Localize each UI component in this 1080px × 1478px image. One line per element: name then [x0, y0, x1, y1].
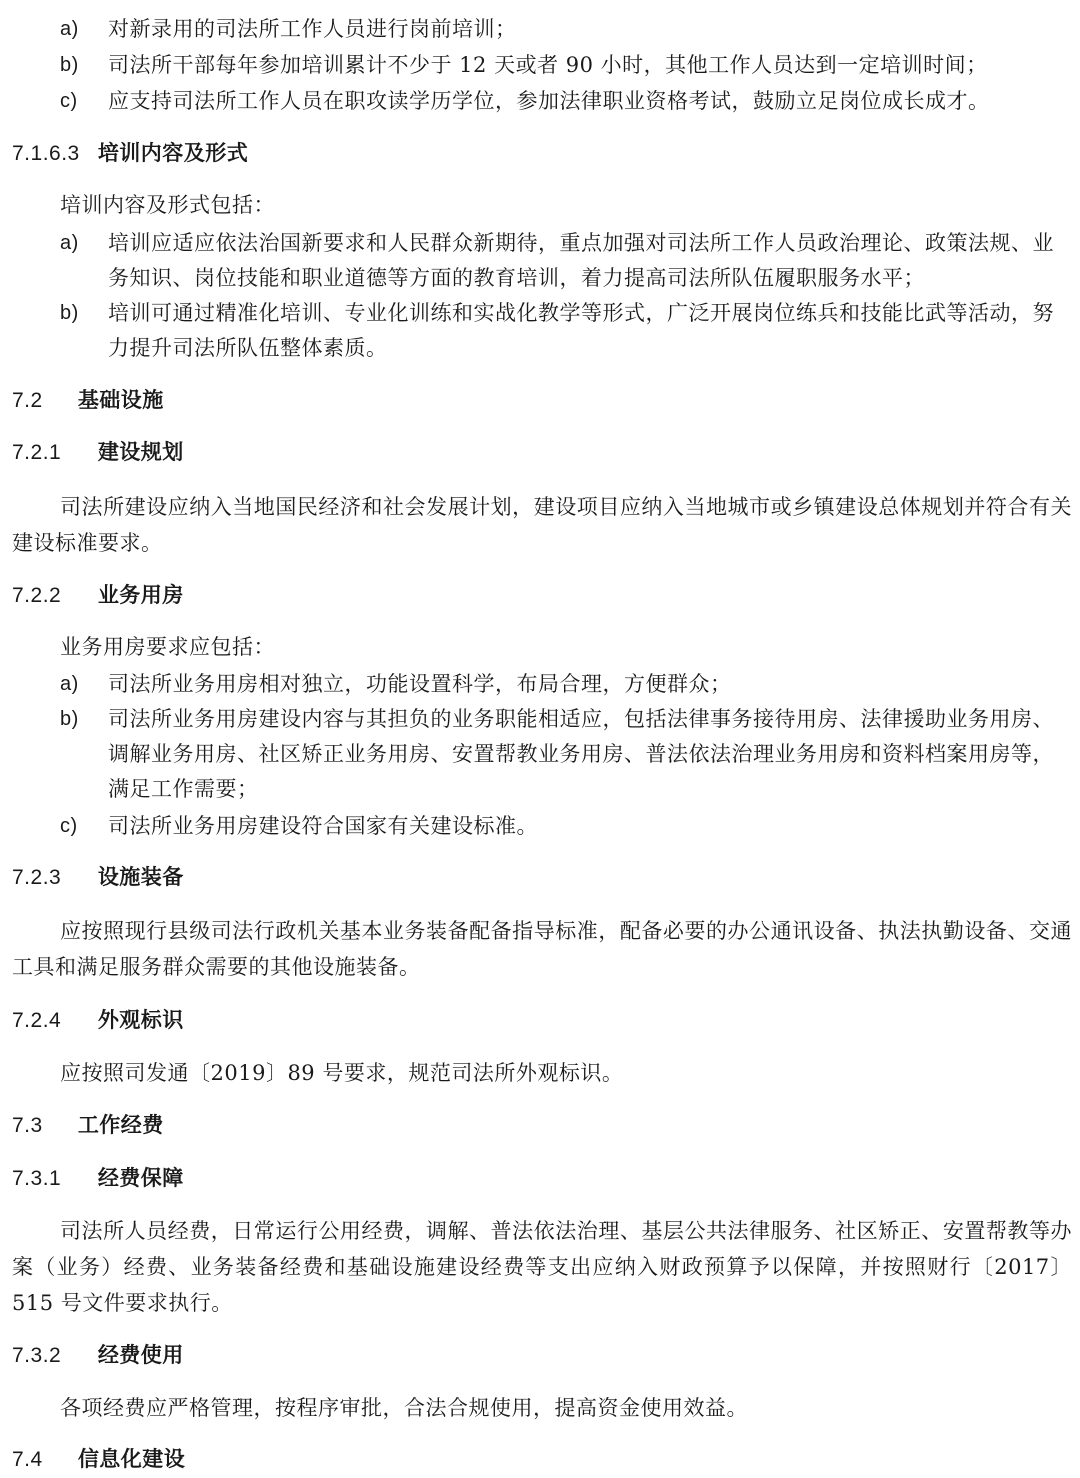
section-number: 7.2.3 [12, 866, 62, 889]
section-title: 设施装备 [97, 865, 184, 889]
section-body: 应按照司发通〔2019〕89 号要求，规范司法所外观标识。 [60, 1061, 624, 1085]
list-item-text: 培训可通过精准化培训、专业化训练和实战化教学等形式，广泛开展岗位练兵和技能比武等活动，努力提升司法所队伍整体素质。 [108, 301, 1054, 360]
list-marker: b) [60, 54, 79, 76]
section-number: 7.1.6.3 [12, 142, 80, 165]
section-body: 司法所人员经费，日常运行公用经费，调解、普法依法治理、基层公共法律服务、社区矫正、安置帮教等办案（业务）经费、业务装备经费和基础设施建设经费等支出应纳入财政预算予以保障，并按照财行〔2017〕515 号文件要求执行。 [12, 1219, 1072, 1315]
section-number: 7.3.2 [12, 1344, 62, 1367]
section-title: 业务用房 [97, 583, 184, 607]
list-item [0, 296, 1080, 366]
list-marker: a) [60, 18, 79, 40]
section-title: 外观标识 [97, 1008, 184, 1032]
section-title: 培训内容及形式 [97, 141, 249, 165]
section-heading [0, 437, 184, 468]
section-intro: 业务用房要求应包括： [60, 635, 275, 659]
list-marker: c) [60, 815, 78, 837]
list-item-text: 司法所业务用房建设内容与其担负的业务职能相适应，包括法律事务接待用房、法律援助业务用房、调解业务用房、社区矫正业务用房、安置帮教业务用房、普法依法治理业务用房和资料档案用房等，满足工作需要； [108, 707, 1054, 801]
section-title: 建设规划 [97, 440, 184, 464]
section-heading [0, 1340, 184, 1371]
list-marker: a) [60, 232, 79, 254]
section-title: 基础设施 [77, 388, 164, 412]
list-item [0, 809, 1080, 844]
section-number: 7.2.1 [12, 441, 62, 464]
list-item [0, 12, 1080, 47]
list-item-text: 司法所业务用房建设符合国家有关建设标准。 [108, 814, 538, 838]
section-intro: 培训内容及形式包括： [60, 193, 275, 217]
list-item [0, 84, 1080, 119]
section-title: 工作经费 [77, 1113, 164, 1137]
section-number: 7.4 [12, 1448, 43, 1471]
list-item-text: 司法所业务用房相对独立，功能设置科学，布局合理，方便群众； [108, 672, 732, 696]
list-marker: a) [60, 673, 79, 695]
section-number: 7.3.1 [12, 1167, 62, 1190]
list-item [0, 48, 1080, 83]
list-item [0, 702, 1080, 807]
section-heading [0, 385, 164, 416]
section-heading [0, 1444, 185, 1475]
section-title: 信息化建设 [77, 1447, 186, 1471]
section-number: 7.2.2 [12, 584, 62, 607]
section-number: 7.2 [12, 389, 43, 412]
list-item-text: 应支持司法所工作人员在职攻读学历学位，参加法律职业资格考试，鼓励立足岗位成长成才。 [108, 89, 990, 113]
list-item-text: 司法所干部每年参加培训累计不少于 12 天或者 90 小时，其他工作人员达到一定培训时间； [108, 53, 988, 77]
list-marker: c) [60, 90, 78, 112]
section-heading [0, 1163, 184, 1194]
section-body: 各项经费应严格管理，按程序审批，合法合规使用，提高资金使用效益。 [60, 1396, 748, 1420]
section-heading [0, 580, 184, 611]
list-item [0, 667, 1080, 702]
section-number: 7.3 [12, 1114, 43, 1137]
list-item [0, 226, 1080, 296]
section-heading [0, 1110, 164, 1141]
section-title: 经费使用 [97, 1343, 184, 1367]
list-item-text: 对新录用的司法所工作人员进行岗前培训； [108, 17, 517, 41]
section-number: 7.2.4 [12, 1009, 62, 1032]
section-heading [0, 1005, 184, 1036]
section-heading [0, 138, 248, 169]
list-marker: b) [60, 708, 79, 730]
section-heading [0, 862, 184, 893]
section-body: 应按照现行县级司法行政机关基本业务装备配备指导标准，配备必要的办公通讯设备、执法执勤设备、交通工具和满足服务群众需要的其他设施装备。 [12, 919, 1072, 979]
section-title: 经费保障 [97, 1166, 184, 1190]
list-item-text: 培训应适应依法治国新要求和人民群众新期待，重点加强对司法所工作人员政治理论、政策法规、业务知识、岗位技能和职业道德等方面的教育培训，着力提高司法所队伍履职服务水平； [108, 231, 1054, 290]
section-body: 司法所建设应纳入当地国民经济和社会发展计划，建设项目应纳入当地城市或乡镇建设总体规划并符合有关建设标准要求。 [12, 495, 1072, 555]
list-marker: b) [60, 302, 79, 324]
